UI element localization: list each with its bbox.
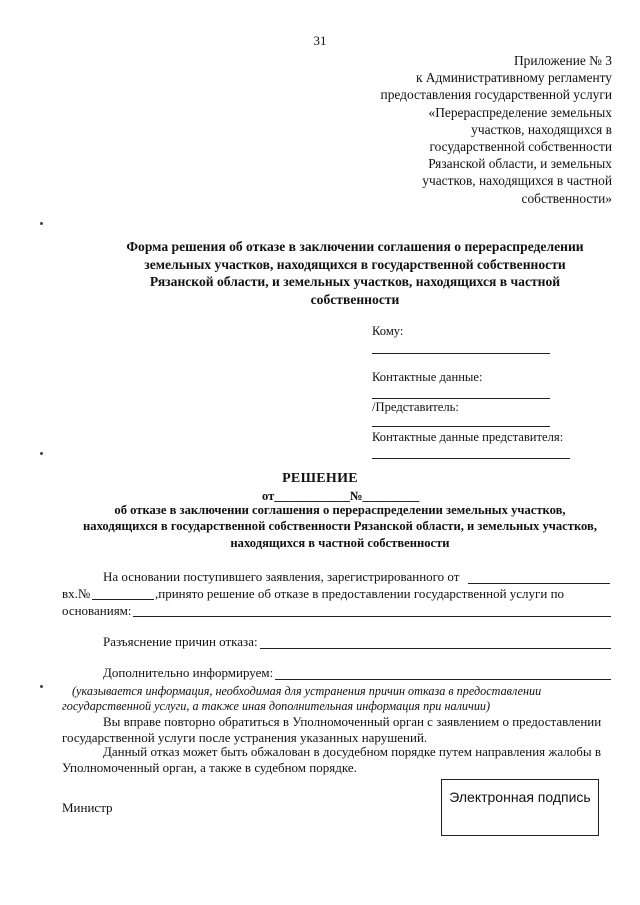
representative-contacts-line[interactable]: [372, 458, 570, 459]
signatory-position: Министр: [62, 800, 113, 815]
form-title: [95, 238, 615, 308]
margin-mark: [40, 222, 43, 225]
recipient-to-line[interactable]: [372, 353, 550, 354]
appendix-line: государственной собственности: [429, 139, 612, 155]
appendix-line: к Административному регламенту: [415, 70, 612, 86]
basis-text-incoming: вх.№: [62, 586, 91, 601]
form-title-line: Форма решения об отказе в заключении соглашения о перераспределении: [126, 239, 584, 254]
basis-text-line3: основаниям:: [62, 603, 132, 618]
form-title-line: собственности: [310, 291, 400, 307]
italic-note-line2: государственной услуги, а также иная дополнительная информация при наличии): [62, 699, 491, 713]
decision-subject-line: находящихся в частной собственности: [230, 535, 450, 550]
appendix-line: участков, находящихся в частной: [422, 173, 612, 189]
appendix-line: участков, находящихся в: [471, 121, 612, 137]
recipient-to-label: Кому:: [372, 324, 404, 338]
appendix-line: Приложение № 3: [513, 53, 612, 68]
appeal-line2: Уполномоченный орган, а также в судебном порядке.: [62, 760, 357, 775]
form-title-line: земельных участков, находящихся в государственной собственности: [144, 256, 566, 272]
reapply-line1: Вы вправе повторно обратиться в Уполномоченный орган с заявлением о предоставлении: [103, 714, 602, 729]
incoming-number-line[interactable]: [92, 599, 154, 600]
e-signature-box: [441, 779, 599, 836]
e-signature-label: Электронная подпись: [449, 789, 591, 805]
additional-info-label: Дополнительно информируем:: [103, 665, 274, 680]
appendix-line: Рязанской области, и земельных: [428, 156, 612, 172]
decision-subject-line: находящихся в государственной собственности Рязанской области, и земельных участков,: [83, 519, 597, 534]
recipient-contacts-label: Контактные данные:: [372, 370, 483, 384]
form-title-line: Рязанской области, и земельных участков, находящихся в частной: [149, 274, 561, 289]
reapply-line2: государственной услуги после устранения указанных нарушений.: [62, 730, 428, 745]
margin-mark: [40, 685, 43, 688]
appendix-line: «Перераспределение земельных: [428, 104, 612, 120]
additional-info-line[interactable]: [275, 679, 611, 680]
page-number: 31: [313, 33, 327, 48]
recipient-contacts-line[interactable]: [372, 398, 550, 399]
italic-note-line1: (указывается информация, необходимая для устранения причин отказа в предоставлении: [72, 684, 542, 698]
decision-title: РЕШЕНИЕ: [282, 471, 358, 486]
appendix-line: предоставления государственной услуги: [380, 87, 612, 103]
grounds-line[interactable]: [133, 616, 611, 617]
representative-label: /Представитель:: [372, 400, 459, 414]
decision-subject: [55, 502, 625, 551]
basis-text-line1: На основании поступившего заявления, зарегистрированного от: [103, 569, 460, 584]
decision-date-number: от____________№_________: [262, 489, 420, 503]
representative-contacts-label: Контактные данные представителя:: [372, 430, 564, 444]
explanation-label: Разъяснение причин отказа:: [103, 634, 258, 649]
basis-text-line2: ,принято решение об отказе в предоставлении государственной услуги по: [155, 586, 565, 601]
application-date-line[interactable]: [468, 583, 610, 584]
appendix-header: [312, 52, 612, 207]
appeal-line1: Данный отказ может быть обжалован в досудебном порядке путем направления жалобы в: [103, 744, 601, 759]
representative-line[interactable]: [372, 426, 550, 427]
explanation-line[interactable]: [260, 648, 611, 649]
margin-mark: [40, 452, 43, 455]
appendix-line: собственности»: [521, 190, 612, 206]
decision-subject-line: об отказе в заключении соглашения о перераспределении земельных участков,: [114, 503, 566, 517]
